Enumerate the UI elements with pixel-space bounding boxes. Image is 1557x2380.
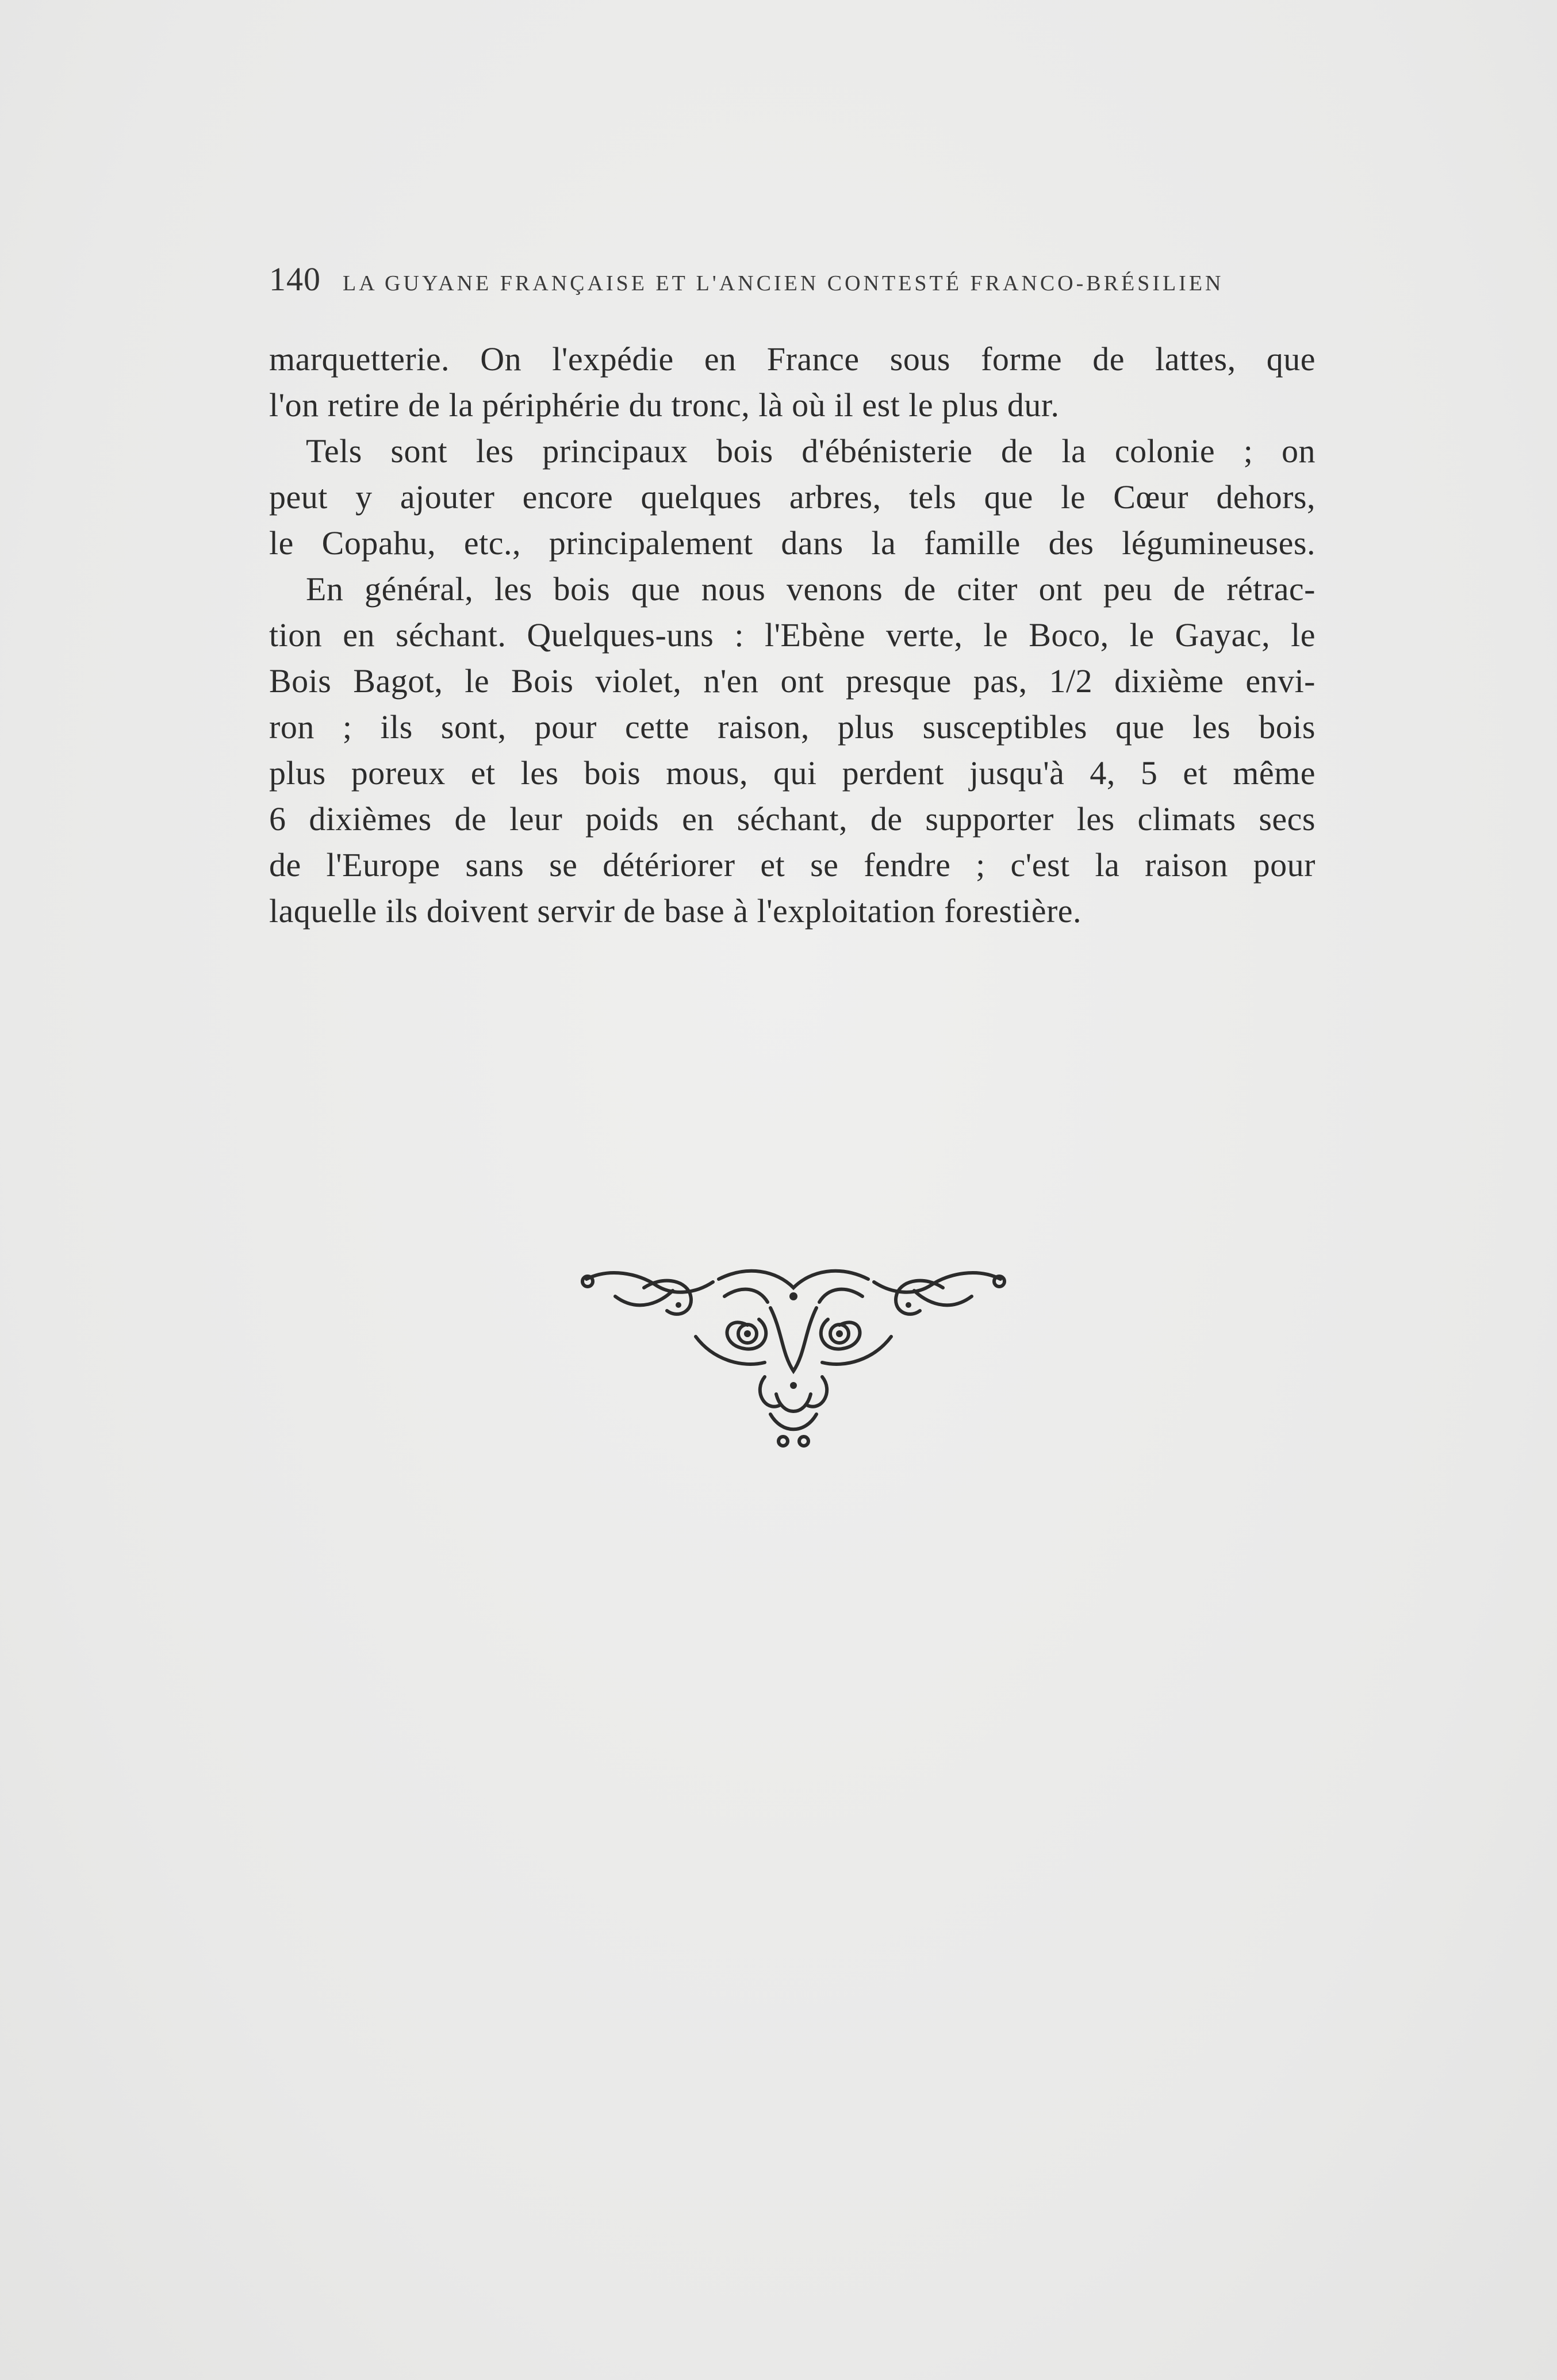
text-line: peut y ajouter encore quelques arbres, tels que le Cœur dehors, <box>269 478 1316 516</box>
running-title: LA GUYANE FRANÇAISE ET L'ANCIEN CONTESTÉ FRANCO-BRÉSILIEN <box>343 271 1224 295</box>
text-line: marquetterie. On l'expédie en France sous forme de lattes, que <box>269 340 1316 378</box>
text-line: tion en séchant. Quelques-uns : l'Ebène verte, le Boco, le Gayac, le <box>269 616 1316 654</box>
text-line: En général, les bois que nous venons de citer ont peu de rétrac- <box>306 570 1316 608</box>
fleuron-tailpiece-icon <box>575 1262 1012 1452</box>
text-line: l'on retire de la périphérie du tronc, là où il est le plus dur. <box>269 386 1060 424</box>
running-head <box>269 260 1316 300</box>
body-text <box>269 336 1316 934</box>
page-number: 140 <box>269 260 321 298</box>
text-line: de l'Europe sans se détériorer et se fendre ; c'est la raison pour <box>269 846 1316 884</box>
text-line: 6 dixièmes de leur poids en séchant, de supporter les climats secs <box>269 800 1316 838</box>
text-line: ron ; ils sont, pour cette raison, plus susceptibles que les bois <box>269 708 1316 746</box>
text-line: laquelle ils doivent servir de base à l'exploitation forestière. <box>269 892 1082 930</box>
text-line: Bois Bagot, le Bois violet, n'en ont presque pas, 1/2 dixième envi- <box>269 662 1316 700</box>
text-line: le Copahu, etc., principalement dans la famille des légumineuses. <box>269 524 1316 562</box>
text-line: Tels sont les principaux bois d'ébénisterie de la colonie ; on <box>306 432 1316 470</box>
text-line: plus poreux et les bois mous, qui perdent jusqu'à 4, 5 et même <box>269 754 1316 792</box>
